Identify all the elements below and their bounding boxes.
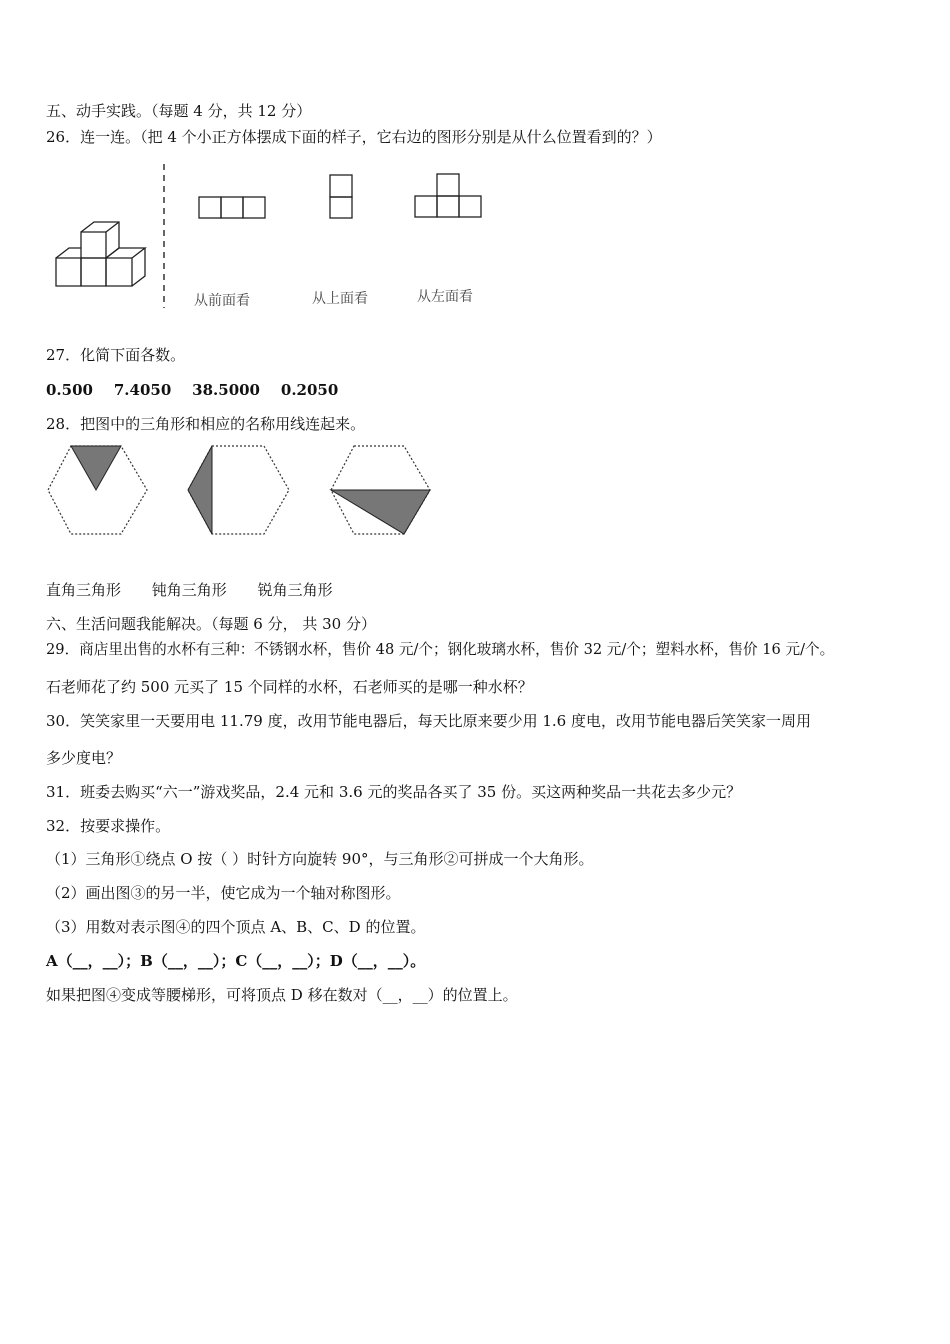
question-26-text: 26．连一连。（把 4 个小正方体摆成下面的样子，它右边的图形分别是从什么位置看到的？） (46, 128, 662, 146)
section-6-heading: 六、生活问题我能解决。（每题 6 分， 共 30 分） (46, 615, 376, 633)
caption-front-view: 从前面看 (194, 293, 250, 309)
top-view-shape (330, 175, 352, 218)
front-view-shape (199, 197, 265, 218)
question-27-text: 27．化简下面各数。 (46, 346, 186, 364)
hexagon-3 (331, 446, 430, 534)
question-32-part-2: （2）画出图③的另一半，使它成为一个轴对称图形。 (46, 884, 401, 902)
left-view-shape (415, 174, 481, 217)
q28-figure (46, 443, 446, 538)
label-acute-triangle: 锐角三角形 (257, 581, 333, 599)
cube-stack-drawing (56, 222, 145, 286)
question-32-text: 32．按要求操作。 (46, 817, 171, 835)
caption-left-view: 从左面看 (417, 289, 473, 305)
question-32-part-1: （1）三角形①绕点 O 按（ ）时针方向旋转 90°，与三角形②可拼成一个大角形。 (46, 850, 594, 868)
question-28-text: 28．把图中的三角形和相应的名称用线连起来。 (46, 415, 366, 433)
label-obtuse-triangle: 钝角三角形 (151, 581, 227, 599)
section-5-heading: 五、动手实践。（每题 4 分，共 12 分） (46, 102, 312, 120)
question-27-numbers: 0.500 7.4050 38.5000 0.2050 (46, 381, 339, 399)
question-32-coordinates: A（__，__）；B（__，__）；C（__，__）；D（__，__）。 (46, 952, 426, 970)
question-32-part-3: （3）用数对表示图④的四个顶点 A、B、C、D 的位置。 (46, 918, 426, 936)
question-29-line-2: 石老师花了约 500 元买了 15 个同样的水杯，石老师买的是哪一种水杯？ (46, 678, 533, 696)
caption-top-view: 从上面看 (312, 291, 368, 307)
question-31-text: 31．班委去购买“六一”游戏奖品，2.4 元和 3.6 元的奖品各买了 35 份。买这两种奖品一共花去多少元？ (46, 783, 742, 801)
hexagon-2 (188, 446, 289, 534)
question-30-line-1: 30．笑笑家里一天要用电 11.79 度，改用节能电器后，每天比原来要少用 1.6 度电，改用节能电器后笑笑家一周用 (46, 712, 811, 730)
question-29-line-1: 29．商店里出售的水杯有三种：不锈钢水杯，售价 48 元/个；钢化玻璃水杯，售价 32 元/个；塑料水杯，售价 16 元/个。 (46, 641, 835, 658)
hexagon-1 (48, 446, 147, 534)
question-30-line-2: 多少度电？ (46, 749, 122, 767)
triangle-name-labels (46, 580, 359, 600)
question-32-last: 如果把图④变成等腰梯形，可将顶点 D 移在数对（__，__）的位置上。 (46, 986, 518, 1004)
label-right-triangle: 直角三角形 (46, 581, 122, 599)
